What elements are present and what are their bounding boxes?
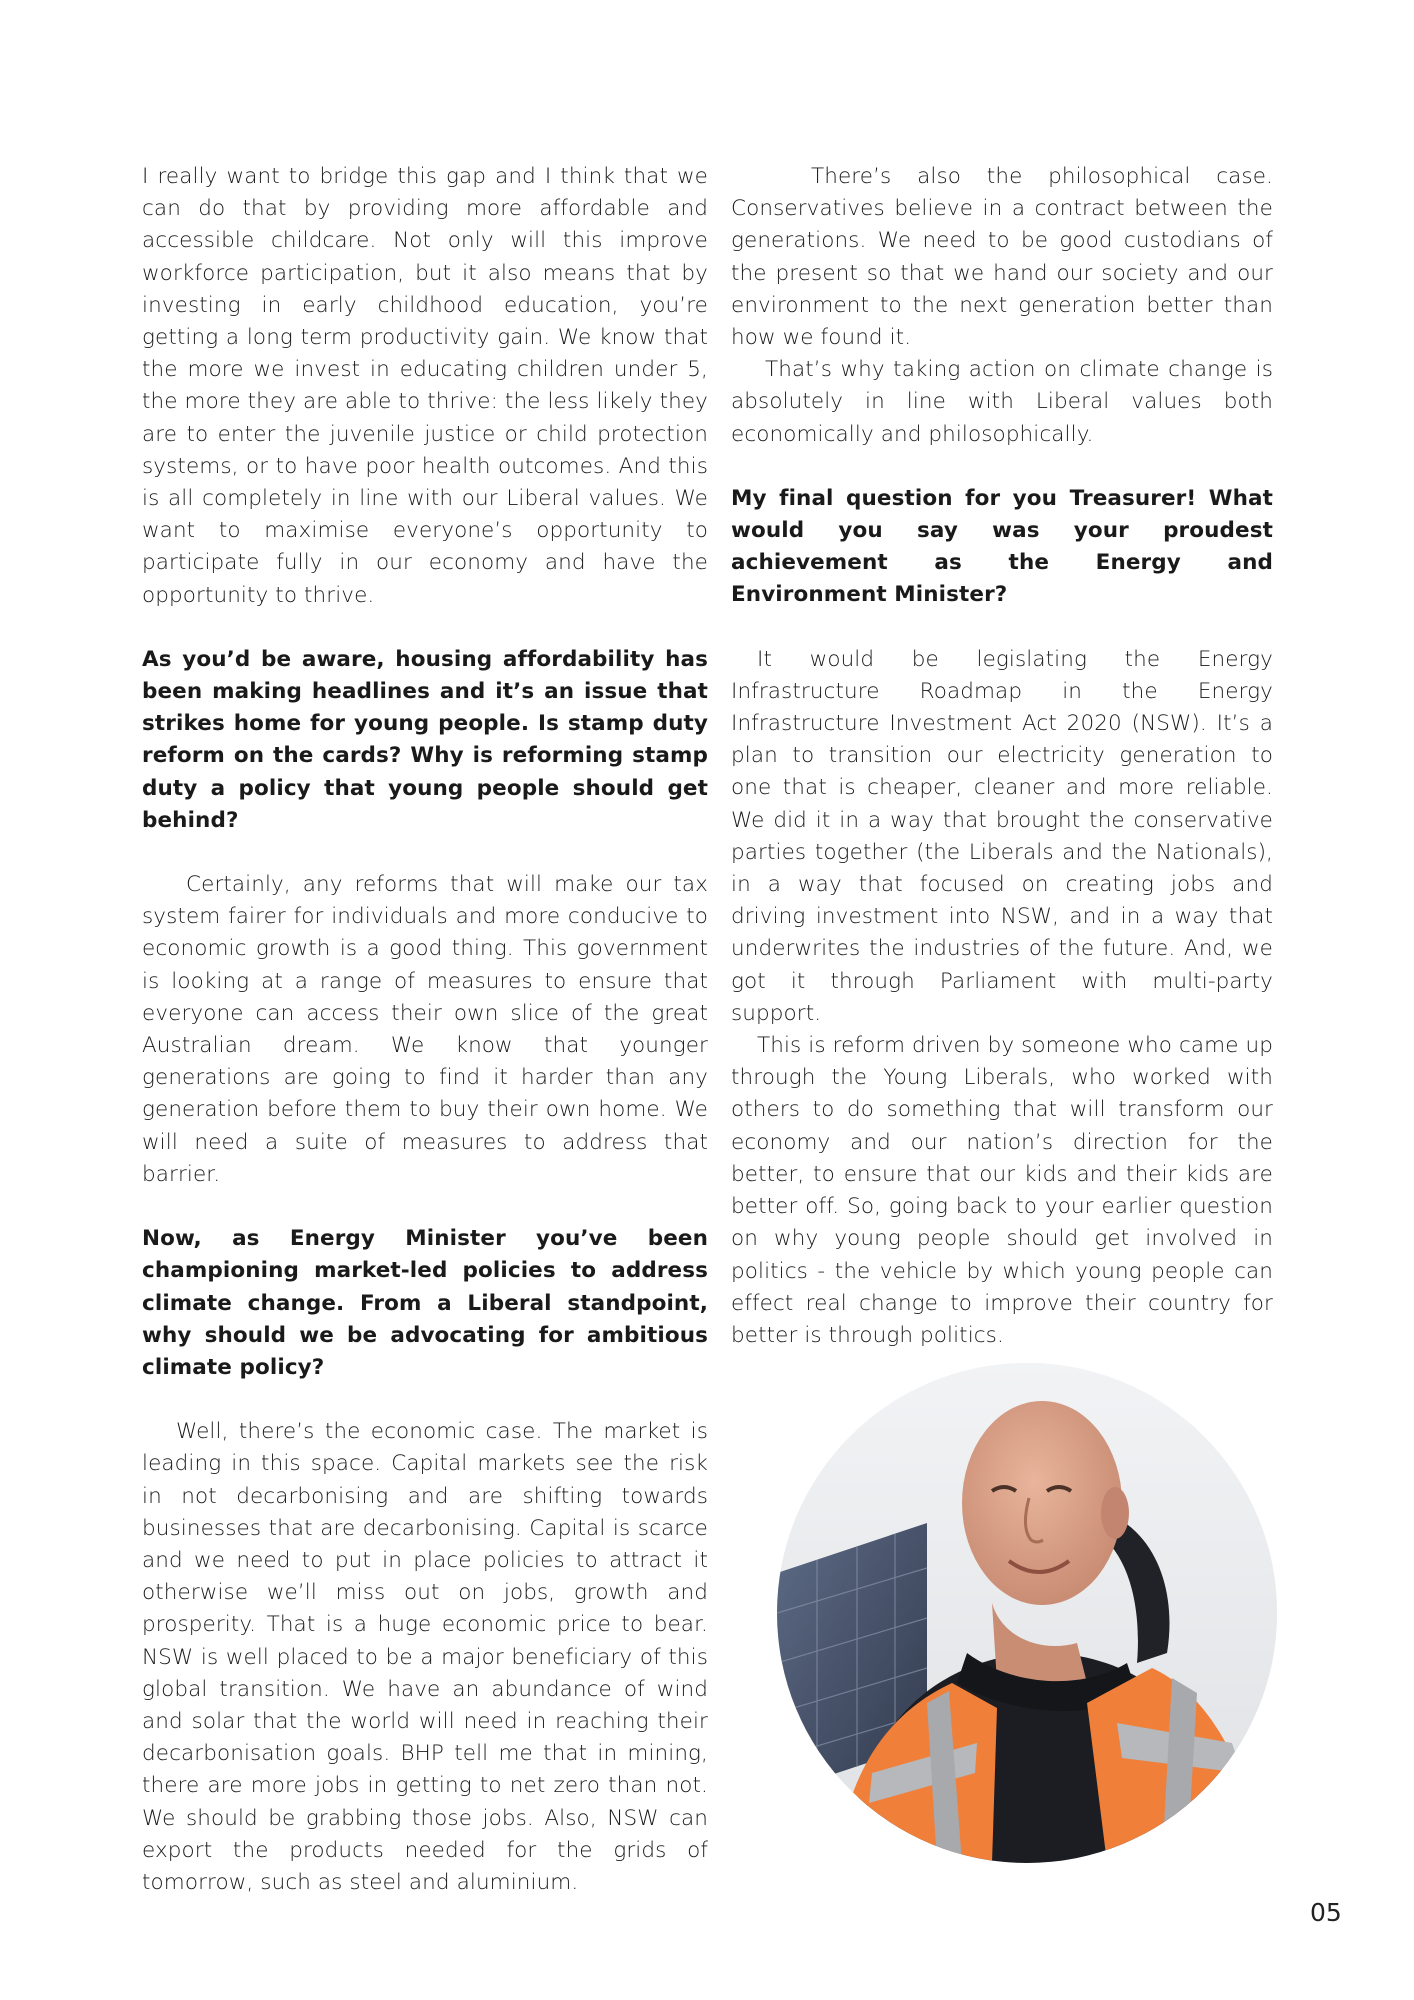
question-stamp-duty: As you’d be aware, housing affordability has been making headlines and it’s an issue that strikes home for young people. Is stamp duty reform on the cards? Why is reforming stamp duty a policy that young people should get behind? bbox=[142, 646, 708, 833]
left-column bbox=[142, 161, 708, 1899]
answer-economic-case: Well, there’s the economic case. The market is leading in this space. Capital markets see the risk in not decarbonising and are shifting towards businesses that are decarbonising. Capital is scarce and we need to put in place policies to attract it otherwise we’ll miss out on jobs, growth and prosperity. That is a huge economic price to bear. NSW is well placed to be a major beneficiary of this global transition. We have an abundance of wind and solar that the world will need in reaching their decarbonisation goals. BHP tell me that in mining, there are more jobs in getting to net zero than not. We should be grabbing those jobs. Also, NSW can export the products needed for the grids of tomorrow, such as steel and aluminium. bbox=[142, 1419, 708, 1895]
answer-stamp-duty: Certainly, any reforms that will make our tax system fairer for individuals and more conducive to economic growth is a good thing. This government is looking at a range of measures to ensure that everyone can access their own slice of the great Australian dream. We know that younger generations are going to find it harder than any generation before them to buy their own home. We will need a suite of measures to address that barrier. bbox=[142, 872, 708, 1187]
right-column bbox=[731, 161, 1273, 1352]
portrait-illustration bbox=[777, 1363, 1277, 1863]
question-proudest-achievement: My final question for you Treasurer! What would you say was your proudest achievement as the Energy and Environment Minister? bbox=[731, 485, 1273, 608]
page-number: 05 bbox=[1310, 1898, 1342, 1927]
philosophical-case-paragraph: There’s also the philosophical case. Conservatives believe in a contract between the generations. We need to be good custodians of the present so that we hand our society and our environment to the next generation better than how we found it. bbox=[731, 164, 1273, 351]
intro-paragraph: I really want to bridge this gap and I think that we can do that by providing more affordable and accessible childcare. Not only will this improve workforce participation, but it also means that by investing in early childhood education, you’re getting a long term productivity gain. We know that the more we invest in educating children under 5, the more they are able to thrive: the less likely they are to enter the juvenile justice or child protection systems, or to have poor health outcomes. And this is all completely in line with our Liberal values. We want to maximise everyone’s opportunity to participate fully in our economy and have the opportunity to thrive. bbox=[142, 164, 708, 608]
question-climate-policy: Now, as Energy Minister you’ve been championing market-led policies to address climate change. From a Liberal standpoint, why should we be advocating for ambitious climate policy? bbox=[142, 1226, 708, 1380]
portrait-photo bbox=[777, 1363, 1277, 1863]
answer-young-liberals: This is reform driven by someone who came up through the Young Liberals, who worked with others to do something that will transform our economy and our nation’s direction for the better, to ensure that our kids and their kids are better off. So, going back to your earlier question on why young people should get involved in politics - the vehicle by which young people can effect real change to improve their country for better is through politics. bbox=[731, 1033, 1273, 1348]
liberal-values-paragraph: That’s why taking action on climate change is absolutely in line with Liberal values both economically and philosophically. bbox=[731, 357, 1273, 447]
answer-energy-roadmap: It would be legislating the Energy Infrastructure Roadmap in the Energy Infrastructure Investment Act 2020 (NSW). It’s a plan to transition our electricity generation to one that is cheaper, cleaner and more reliable. We did it in a way that brought the conservative parties together (the Liberals and the Nationals), in a way that focused on creating jobs and driving investment into NSW, and in a way that underwrites the industries of the future. And, we got it through Parliament with multi-party support. bbox=[731, 646, 1273, 1026]
